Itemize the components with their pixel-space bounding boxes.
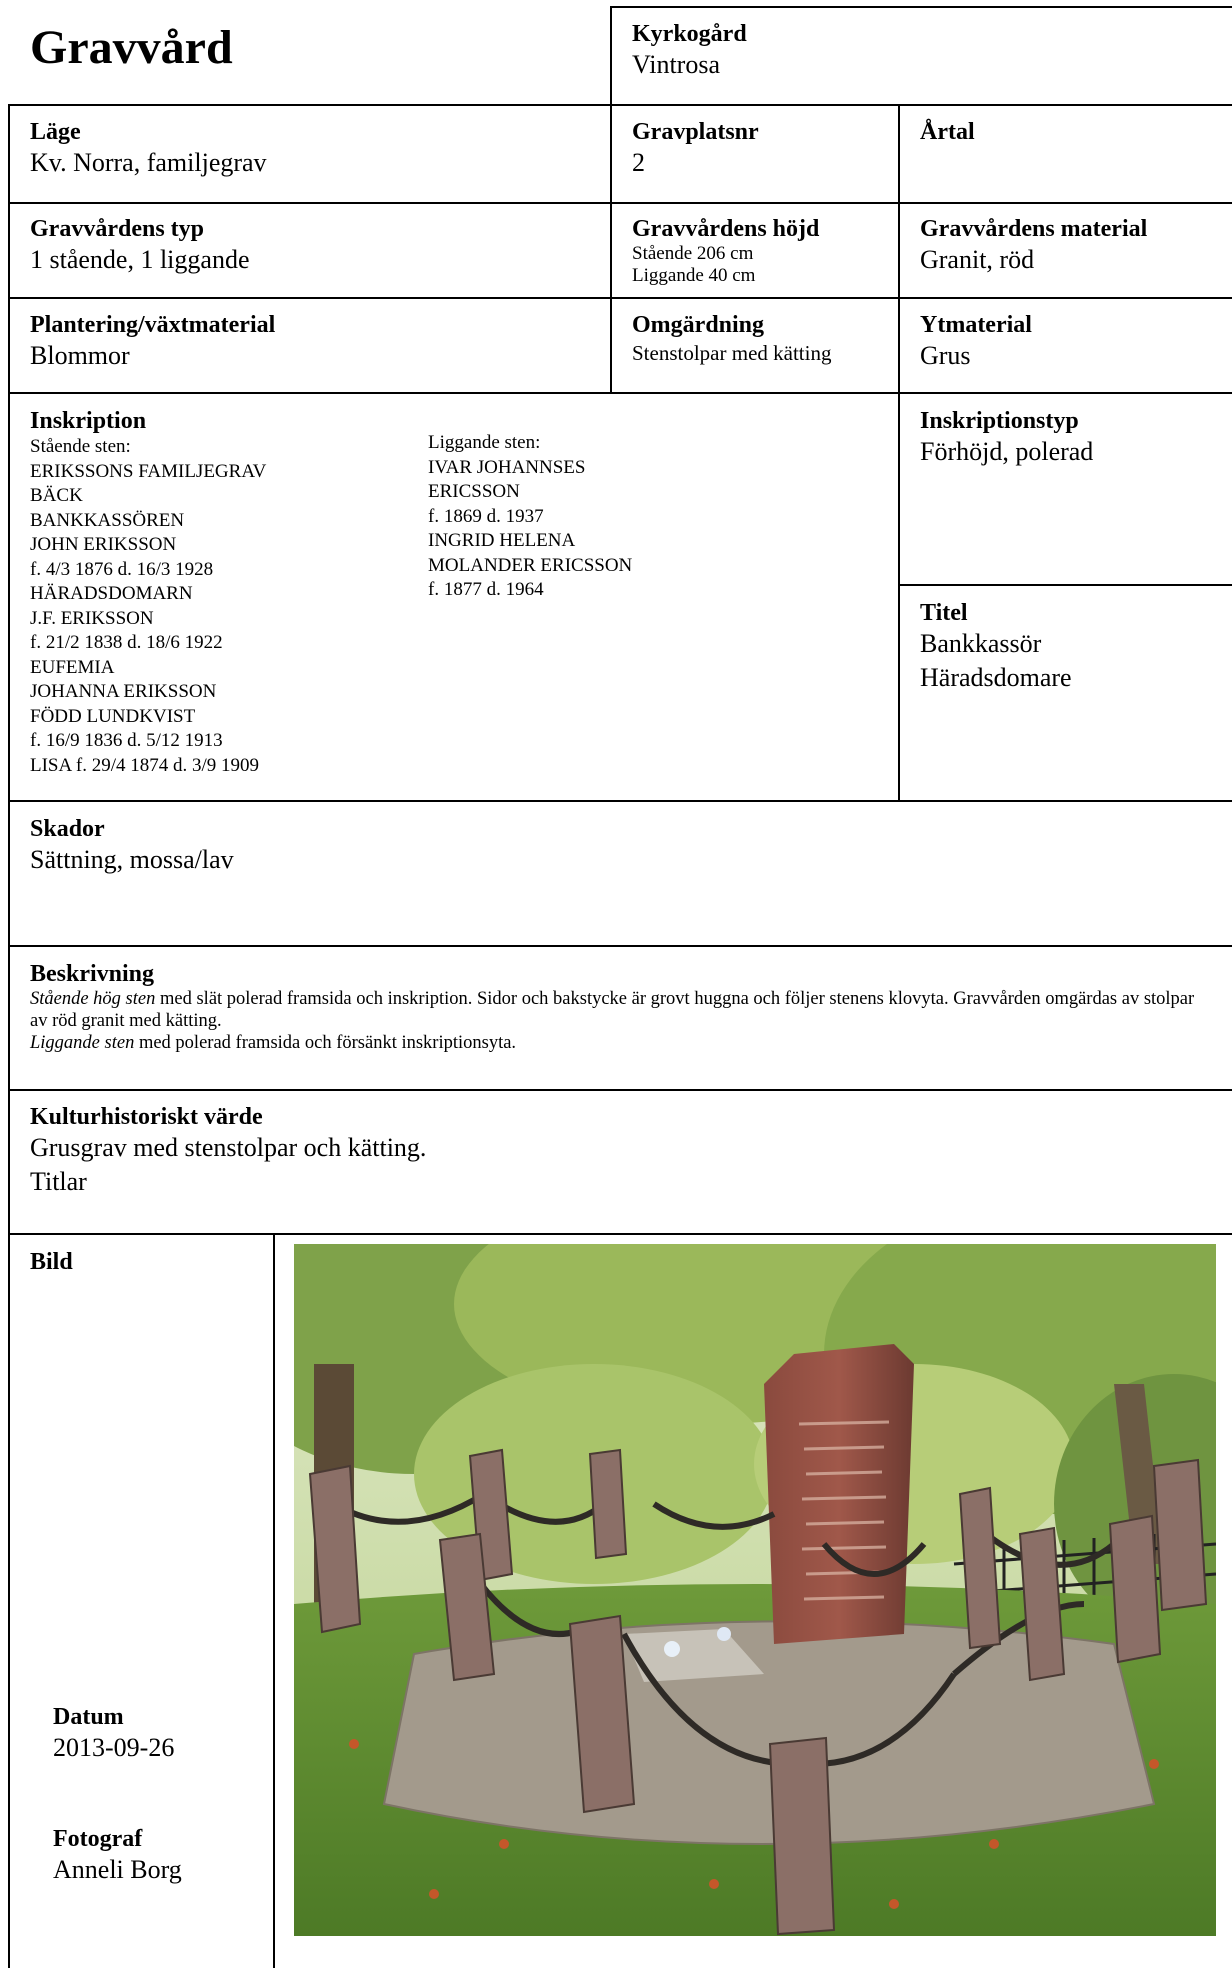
omgardning-cell (632, 311, 892, 367)
inskription-line: ERICSSON (428, 481, 520, 502)
inskription-line: JOHANNA ERIKSSON (30, 681, 217, 702)
hojd-liggande: Liggande 40 cm (632, 265, 756, 286)
bild-label-cell (30, 1248, 260, 1276)
omgardning-label: Omgärdning (632, 312, 765, 338)
hojd-label: Gravvårdens höjd (632, 216, 820, 242)
page-title-cell (30, 20, 590, 76)
rule-row3 (8, 297, 1232, 299)
ytmaterial-cell (920, 311, 1220, 373)
inskription-line: ERIKSSONS FAMILJEGRAV (30, 460, 267, 482)
titel-line-1: Bankkassör (920, 629, 1042, 658)
inskription-line: INGRID HELENA (428, 530, 576, 551)
rule-inskriptionstyp-bottom (898, 584, 1232, 586)
titel-label: Titel (920, 600, 968, 626)
beskrivning-liggande-heading: Liggande sten (30, 1033, 135, 1053)
rule-row7 (8, 1089, 1232, 1091)
rule-after-header (8, 104, 1232, 106)
beskrivning-paragraph-2 (30, 1032, 1210, 1054)
beskrivning-staende-text: med slät polerad framsida och inskription. Sidor och bakstycke är grovt huggna och följer stenens klovyta. Gravvården omgärdas av stolpar av röd granit med kätting. (30, 989, 1195, 1031)
datum-label: Datum (53, 1704, 124, 1730)
rule-col3 (898, 104, 900, 802)
titel-cell (920, 599, 1220, 695)
inskription-line: FÖDD LUNDKVIST (30, 705, 196, 727)
datum-value: 2013-09-26 (53, 1733, 175, 1762)
page-title: Gravvård (30, 21, 233, 74)
skador-value: Sättning, mossa/lav (30, 845, 234, 874)
inskriptionstyp-cell (920, 407, 1220, 469)
grave-photo (294, 1244, 1216, 1936)
inskription-line: Liggande sten: (428, 432, 541, 453)
typ-cell (30, 215, 600, 277)
beskrivning-paragraph-1 (30, 988, 1210, 1032)
gravplatsnr-value: 2 (632, 148, 645, 177)
inskription-line: f. 1877 d. 1964 (428, 579, 544, 600)
titel-line-2: Häradsdomare (920, 663, 1072, 692)
gravplatsnr-cell (632, 118, 892, 180)
inskription-line: f. 16/9 1836 d. 5/12 1913 (30, 730, 223, 751)
fotograf-label: Fotograf (53, 1826, 143, 1852)
gravplatsnr-label: Gravplatsnr (632, 119, 759, 145)
inskription-line: f. 21/2 1838 d. 18/6 1922 (30, 632, 223, 653)
hojd-staende: Stående 206 cm (632, 243, 754, 264)
beskrivning-liggande-text: med polerad framsida och försänkt inskriptionsyta. (134, 1033, 517, 1053)
plantering-cell (30, 311, 600, 373)
kyrkogard-label: Kyrkogård (632, 21, 747, 47)
ytmaterial-value: Grus (920, 341, 971, 370)
rule-top-right (610, 6, 1232, 8)
typ-label: Gravvårdens typ (30, 216, 204, 242)
inskription-label: Inskription (30, 408, 147, 434)
typ-value: 1 stående, 1 liggande (30, 245, 250, 274)
plantering-label: Plantering/växtmaterial (30, 312, 276, 338)
rule-row4 (8, 392, 1232, 394)
beskrivning-cell (30, 960, 1210, 1054)
fotograf-cell (53, 1825, 263, 1887)
hojd-cell (632, 215, 892, 287)
lage-label: Läge (30, 119, 81, 145)
inskription-line: EUFEMIA (30, 656, 115, 678)
ytmaterial-label: Ytmaterial (920, 312, 1032, 338)
skador-label: Skador (30, 816, 105, 842)
material-cell (920, 215, 1220, 277)
inskription-line: BÄCK (30, 485, 83, 506)
rule-title-divider (610, 6, 612, 106)
artal-cell (920, 118, 1220, 146)
lage-cell (30, 118, 600, 180)
rule-row2 (8, 202, 1232, 204)
bild-label: Bild (30, 1249, 73, 1275)
material-label: Gravvårdens material (920, 216, 1148, 242)
inskription-line: f. 4/3 1876 d. 16/3 1928 (30, 558, 214, 580)
omgardning-value: Stenstolpar med kätting (632, 341, 832, 365)
rule-row5 (8, 800, 1232, 802)
inskription-line: f. 1869 d. 1937 (428, 505, 544, 527)
artal-label: Årtal (920, 119, 975, 145)
inskription-left-column (30, 435, 420, 778)
rule-left-edge (8, 104, 10, 1968)
inskriptionstyp-value: Förhöjd, polerad (920, 437, 1094, 466)
kulturhistoriskt-label: Kulturhistoriskt värde (30, 1104, 263, 1130)
rule-row6 (8, 945, 1232, 947)
kulturhistoriskt-line-1: Grusgrav med stenstolpar och kätting. (30, 1133, 427, 1162)
lage-value: Kv. Norra, familjegrav (30, 148, 267, 177)
inskriptionstyp-label: Inskriptionstyp (920, 408, 1079, 434)
skador-cell (30, 815, 1210, 877)
beskrivning-staende-heading: Stående hög sten (30, 989, 156, 1009)
kyrkogard-value: Vintrosa (632, 50, 720, 79)
kulturhistoriskt-line-2: Titlar (30, 1167, 87, 1196)
rule-bild-divider (273, 1233, 275, 1968)
rule-row8 (8, 1233, 1232, 1235)
datum-cell (53, 1703, 263, 1765)
inskription-cell (30, 407, 890, 797)
inskription-line: IVAR JOHANNSES (428, 456, 586, 478)
inskription-line: LISA f. 29/4 1874 d. 3/9 1909 (30, 754, 260, 776)
plantering-value: Blommor (30, 341, 130, 370)
inskription-line: Stående sten: (30, 436, 131, 457)
kyrkogard-cell (632, 20, 1212, 82)
kulturhistoriskt-cell (30, 1103, 1210, 1199)
material-value: Granit, röd (920, 245, 1035, 274)
inskription-line: HÄRADSDOMARN (30, 583, 193, 604)
inskription-line: J.F. ERIKSSON (30, 607, 154, 629)
inskription-right-column (428, 431, 868, 603)
inskription-line: MOLANDER ERICSSON (428, 554, 633, 576)
fotograf-value: Anneli Borg (53, 1855, 182, 1884)
inskription-line: JOHN ERIKSSON (30, 534, 177, 555)
rule-col2 (610, 104, 612, 394)
inskription-line: BANKKASSÖREN (30, 509, 185, 531)
beskrivning-label: Beskrivning (30, 961, 155, 987)
